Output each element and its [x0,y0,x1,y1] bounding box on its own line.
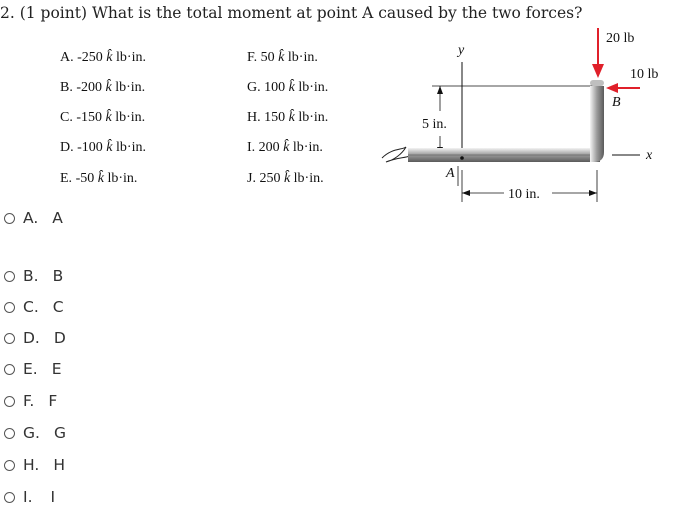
choice-i: I. 200 k̂ lb·in. [247,140,323,155]
k-hat: k̂ [97,171,104,186]
k-hat: k̂ [105,80,112,95]
option-h[interactable]: H. H [4,454,65,476]
force-10lb-arrowhead [606,83,618,93]
force-10lb-label: 10 lb [630,67,659,82]
choice-j: J. 250 k̂ lb·in. [247,171,324,186]
option-e[interactable]: E. E [4,358,62,380]
option-g[interactable]: G. G [4,422,66,444]
radio-circle[interactable] [4,492,15,503]
force-20lb-arrowhead [592,64,604,78]
dim-arrow-up [437,86,443,94]
point-b-label: B [612,95,621,110]
radio-circle[interactable] [4,213,15,224]
choice-f: F. 50 k̂ lb·in. [247,50,318,65]
k-hat: k̂ [105,110,112,125]
option-d[interactable]: D. D [4,327,66,349]
choice-e: E. -50 k̂ lb·in. [60,171,138,186]
point-a-dot [460,156,464,160]
radio-circle[interactable] [4,271,15,282]
radio-circle[interactable] [4,364,15,375]
radio-circle[interactable] [4,460,15,471]
y-axis-label: y [458,43,465,58]
dim-arrow-left [462,190,470,196]
dim-arrow-right [589,190,597,196]
choice-h: H. 150 k̂ lb·in. [247,110,329,125]
question-text: 2. (1 point) What is the total moment at point A caused by the two forces? [0,4,583,22]
bracket-figure [0,0,700,220]
dim-vertical-label: 5 in. [422,117,447,132]
radio-circle[interactable] [4,428,15,439]
option-a[interactable]: A. A [4,207,63,229]
vertical-bar-cap [590,80,604,86]
x-axis-label: x [646,148,653,163]
k-hat: k̂ [283,171,291,186]
option-i[interactable]: I. I [4,486,55,508]
k-hat: k̂ [106,50,113,65]
k-hat: k̂ [106,140,113,155]
choice-c: C. -150 k̂ lb·in. [60,110,146,125]
option-b[interactable]: B. B [4,265,63,287]
option-c[interactable]: C. C [4,296,64,318]
k-hat: k̂ [278,50,285,65]
k-hat: k̂ [288,80,295,95]
radio-circle[interactable] [4,302,15,313]
point-a-label: A [446,166,455,181]
k-hat: k̂ [288,110,295,125]
choice-b: B. -200 k̂ lb·in. [60,80,146,95]
force-20lb-label: 20 lb [606,31,635,46]
vertical-bar [590,86,604,162]
dim-horizontal-label: 10 in. [508,187,540,202]
k-hat: k̂ [283,140,290,155]
choice-d: D. -100 k̂ lb·in. [60,140,146,155]
option-f[interactable]: F. F [4,390,57,412]
break-line [382,147,410,162]
radio-circle[interactable] [4,396,15,407]
radio-circle[interactable] [4,333,15,344]
choice-g: G. 100 k̂ lb·in. [247,80,329,95]
choice-a: A. -250 k̂ lb·in. [60,50,146,65]
